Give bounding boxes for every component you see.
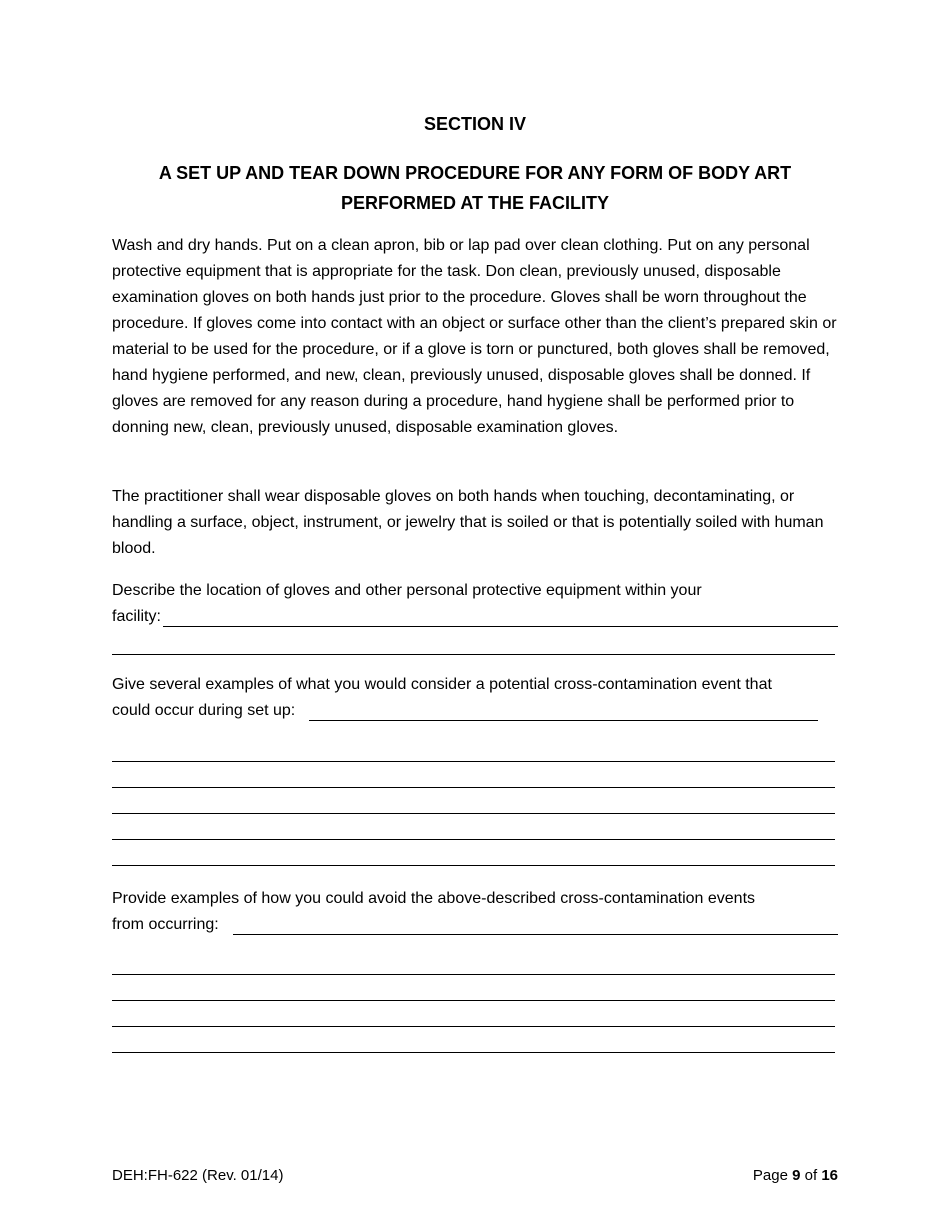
section-heading: SECTION IV <box>423 114 526 134</box>
gloves-paragraph: The practitioner shall wear disposable gloves on both hands when touching, decontaminating, or handling a surface, object, instrument, or jewelry that is soiled or that is potentially soiled with human blood. <box>112 488 824 557</box>
answer-line[interactable] <box>112 761 835 762</box>
question-label: facility: <box>112 608 161 625</box>
answer-blank[interactable] <box>309 701 818 721</box>
answer-line[interactable] <box>112 865 835 866</box>
question-label: could occur during set up: <box>112 702 296 719</box>
answer-line[interactable] <box>112 839 835 840</box>
page-prefix: Page <box>752 1167 788 1184</box>
question-text: Give several examples of what you would consider a potential cross-contamination event that <box>112 676 772 693</box>
page-title: A SET UP AND TEAR DOWN PROCEDURE FOR ANY FORM OF BODY ART PERFORMED AT THE FACILITY <box>158 163 792 213</box>
answer-line[interactable] <box>112 1026 835 1027</box>
answer-line[interactable] <box>112 813 835 814</box>
page-of: of <box>804 1167 818 1184</box>
answer-line[interactable] <box>112 787 835 788</box>
answer-blank[interactable] <box>233 915 838 935</box>
page-number <box>753 1167 838 1184</box>
question-text: Describe the location of gloves and other personal protective equipment within your <box>112 582 702 599</box>
question-label: from occurring: <box>112 916 219 933</box>
answer-line[interactable] <box>112 974 835 975</box>
question-cross-contamination-events <box>112 672 838 724</box>
question-ppe-location <box>112 578 838 630</box>
answer-line[interactable] <box>112 654 835 655</box>
page-total: 16 <box>821 1167 838 1184</box>
answer-blank[interactable] <box>163 607 838 627</box>
procedure-paragraph: Wash and dry hands. Put on a clean apron, bib or lap pad over clean clothing. Put on any personal protective equipment that is appropriate for the task. Don clean, previously unused, disposable examination gloves on both hands just prior to the procedure. Gloves shall be worn throughout the procedure. If gloves come into contact with an object or surface other than the client’s prepared skin or material to be used for the procedure, or if a glove is torn or punctured, both gloves shall be removed, hand hygiene performed, and new, clean, previously unused, disposable gloves shall be donned. If gloves are removed for any reason during a procedure, hand hygiene shall be performed prior to donning new, clean, previously unused, disposable examination gloves. <box>112 237 837 436</box>
question-avoid-contamination <box>112 886 838 938</box>
answer-line[interactable] <box>112 1000 835 1001</box>
page-current: 9 <box>792 1167 801 1184</box>
answer-line[interactable] <box>112 1052 835 1053</box>
question-text: Provide examples of how you could avoid the above-described cross-contamination events <box>112 890 756 907</box>
form-id: DEH:FH-622 (Rev. 01/14) <box>112 1167 284 1184</box>
